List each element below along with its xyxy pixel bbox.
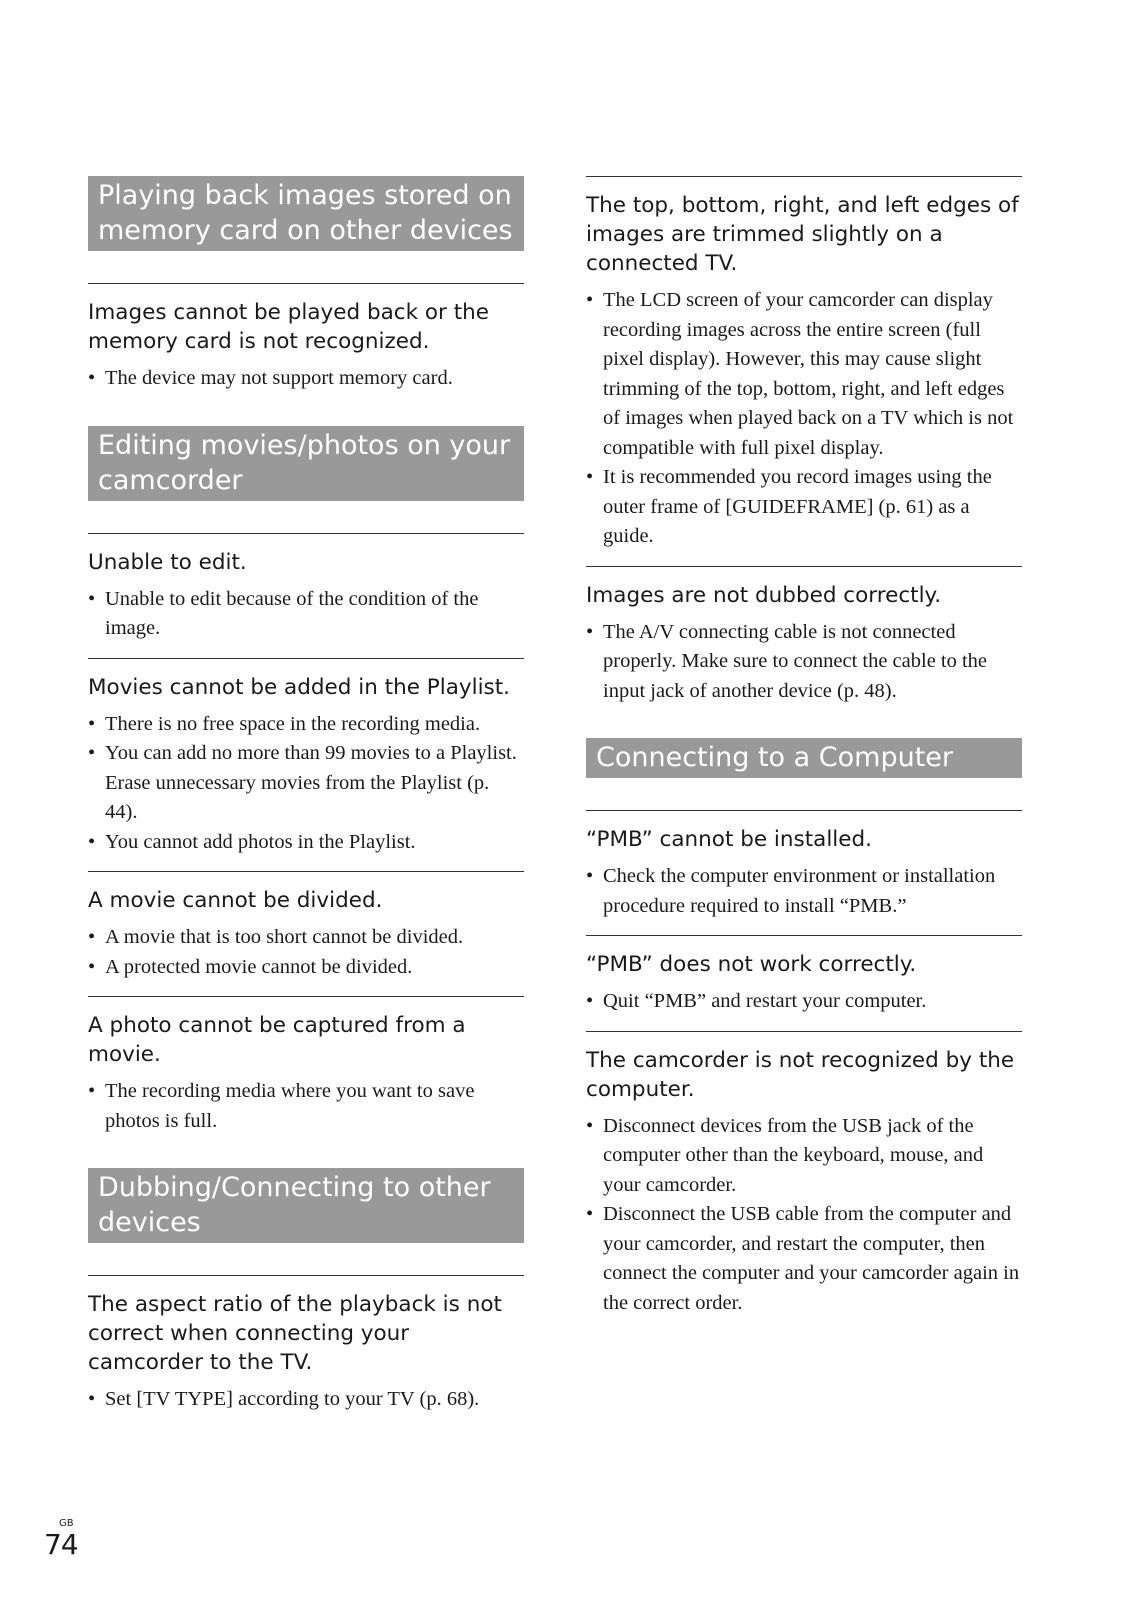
bullet-list xyxy=(88,1077,524,1136)
page-region-label: GB xyxy=(59,1518,74,1529)
topic xyxy=(88,658,524,858)
topic-title: The top, bottom, right, and left edges of images are trimmed slightly on a connected TV. xyxy=(586,193,1019,276)
topic-title: The aspect ratio of the playback is not correct when connecting your camcorder to the TV. xyxy=(88,1292,502,1375)
topic xyxy=(586,176,1022,552)
topic xyxy=(586,566,1022,707)
bullet-list xyxy=(586,1112,1022,1319)
topic xyxy=(88,996,524,1136)
bullet-list xyxy=(88,364,524,394)
bullet-item: • The A/V connecting cable is not connected properly. Make sure to connect the cable to the input jack of another device (p. 48). xyxy=(586,618,1022,707)
bullet-list xyxy=(586,862,1022,921)
bullet-item: • There is no free space in the recording media. xyxy=(88,710,524,740)
bullet-item: • The device may not support memory card. xyxy=(88,364,524,394)
bullet-list xyxy=(586,286,1022,552)
topic xyxy=(586,1031,1022,1319)
bullet-item: • It is recommended you record images using the outer frame of [GUIDEFRAME] (p. 61) as a guide. xyxy=(586,463,1022,552)
topic-title: Images are not dubbed correctly. xyxy=(586,582,942,608)
topic-title: Unable to edit. xyxy=(88,549,247,575)
topic-title: A photo cannot be captured from a movie. xyxy=(88,1013,466,1067)
topic xyxy=(88,1275,524,1415)
bullet-list xyxy=(586,618,1022,707)
bullet-item: • Disconnect devices from the USB jack of the computer other than the keyboard, mouse, and your camcorder. xyxy=(586,1112,1022,1201)
right-column xyxy=(586,176,1022,1318)
topic-title: The camcorder is not recognized by the computer. xyxy=(586,1047,1015,1102)
topic-title: A movie cannot be divided. xyxy=(88,888,383,913)
bullet-item: • Set [TV TYPE] according to your TV (p. 68). xyxy=(88,1385,524,1415)
section-heading-dubbing: Dubbing/Connecting to other devices xyxy=(88,1168,524,1243)
topic-title: Movies cannot be added in the Playlist. xyxy=(88,674,511,700)
bullet-list xyxy=(88,1385,524,1415)
bullet-item: • Unable to edit because of the condition of the image. xyxy=(88,585,524,644)
bullet-item: • Quit “PMB” and restart your computer. xyxy=(586,987,1022,1017)
topic-title: “PMB” does not work correctly. xyxy=(586,952,917,977)
bullet-item: • A movie that is too short cannot be divided. xyxy=(88,923,524,953)
bullet-list xyxy=(88,923,524,982)
topic xyxy=(586,810,1022,921)
topic xyxy=(586,935,1022,1017)
left-column xyxy=(88,176,524,1415)
bullet-list xyxy=(88,710,524,858)
bullet-item: • The LCD screen of your camcorder can display recording images across the entire screen (full pixel display). However, this may cause slight trimming of the top, bottom, right, and left edges of images when played back on a TV which is not compatible with full pixel display. xyxy=(586,286,1022,463)
page-number: 74 xyxy=(44,1528,78,1561)
bullet-item: • Check the computer environment or installation procedure required to install “PMB.” xyxy=(586,862,1022,921)
section-heading-playback-memory-card: Playing back images stored on memory card on other devices xyxy=(88,176,524,251)
bullet-list xyxy=(586,987,1022,1017)
topic xyxy=(88,533,524,644)
bullet-item: • A protected movie cannot be divided. xyxy=(88,953,524,983)
section-heading-connecting-computer: Connecting to a Computer xyxy=(586,738,1022,778)
topic-title: “PMB” cannot be installed. xyxy=(586,827,872,852)
bullet-item: • The recording media where you want to save photos is full. xyxy=(88,1077,524,1136)
topic xyxy=(88,283,524,394)
section-heading-editing: Editing movies/photos on your camcorder xyxy=(88,426,524,501)
bullet-list xyxy=(88,585,524,644)
topic xyxy=(88,871,524,982)
topic-title: Images cannot be played back or the memory card is not recognized. xyxy=(88,300,490,354)
bullet-item: • Disconnect the USB cable from the computer and your camcorder, and restart the computer, then connect the computer and your camcorder again in the correct order. xyxy=(586,1200,1022,1318)
bullet-item: • You can add no more than 99 movies to a Playlist. Erase unnecessary movies from the Playlist (p. 44). xyxy=(88,739,524,828)
bullet-item: • You cannot add photos in the Playlist. xyxy=(88,828,524,858)
